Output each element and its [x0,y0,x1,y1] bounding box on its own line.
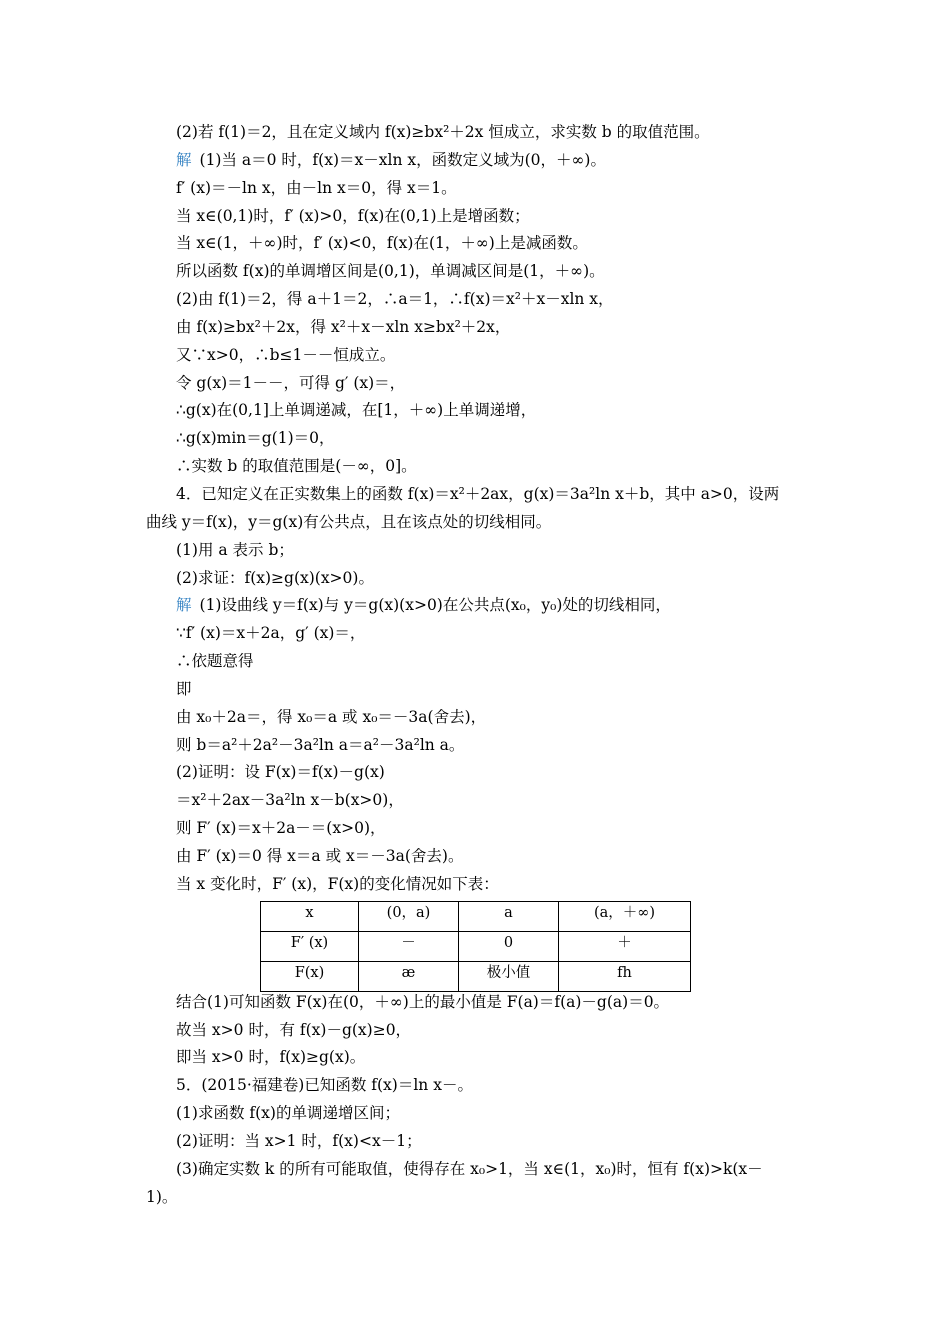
variation-table [260,901,691,992]
table-cell: fh [559,962,691,992]
table-cell: F(x) [261,962,359,992]
problem-4-title: 4．已知定义在正实数集上的函数 f(x)＝x²＋2ax，g(x)＝3a²ln x＋b，其中 a>0，设两 [176,485,780,503]
text-line: 故当 x>0 时，有 f(x)－g(x)≥0， [176,1021,412,1039]
text-line: ∴实数 b 的取值范围是(－∞，0]。 [176,457,417,475]
text-line: f′ (x)＝－ln x，由－ln x＝0，得 x＝1。 [176,179,457,197]
text-line: ∴g(x)在(0,1]上单调递减，在[1，＋∞)上单调递增， [176,401,537,419]
text-line: 所以函数 f(x)的单调增区间是(0,1)，单调减区间是(1，＋∞)。 [176,262,605,280]
table-cell: ＋ [559,932,691,962]
table-row [261,932,691,962]
text-line: ＝x²＋2ax－3a²ln x－b(x>0)， [176,791,404,809]
solution-label: 解 [176,151,192,169]
text-line: 则 b＝a²＋2a²－3a²ln a＝a²－3a²ln a。 [176,736,465,754]
text-line: 当 x∈(0,1)时，f′ (x)>0，f(x)在(0,1)上是增函数； [176,207,530,225]
text-line: 则 F′ (x)＝x＋2a－＝(x>0)， [176,819,386,837]
table-row [261,962,691,992]
text-line: ∴依题意得 [176,652,254,670]
text-line: 曲线 y＝f(x)，y＝g(x)有公共点，且在该点处的切线相同。 [146,513,552,531]
text-line: 即 [176,680,192,698]
text-line: 1)。 [146,1188,178,1206]
text-line: 当 x 变化时，F′ (x)，F(x)的变化情况如下表： [176,875,499,893]
text-line: (2)若 f(1)＝2，且在定义域内 f(x)≥bx²＋2x 恒成立，求实数 b 的取值范围。 [176,123,710,141]
table-cell: æ [359,962,459,992]
text-line: (1)求函数 f(x)的单调递增区间； [176,1104,400,1122]
text-line: 又∵x>0，∴b≤1－－恒成立。 [176,346,396,364]
text-line: 由 f(x)≥bx²＋2x，得 x²＋x－xln x≥bx²＋2x， [176,318,511,336]
text-line: ∴g(x)min＝g(1)＝0， [176,429,335,447]
table-cell: (0，a) [359,902,459,932]
table-cell: a [459,902,559,932]
table-cell: (a，＋∞) [559,902,691,932]
text-line: (2)证明：设 F(x)＝f(x)－g(x) [176,763,385,781]
solution-label: 解 [176,596,192,614]
text-line: 结合(1)可知函数 F(x)在(0，＋∞)上的最小值是 F(a)＝f(a)－g(a)＝0。 [176,993,670,1011]
table-cell: x [261,902,359,932]
text-line: (1)用 a 表示 b； [176,541,294,559]
table-cell: F′ (x) [261,932,359,962]
text-line: ∵f′ (x)＝x＋2a，g′ (x)＝， [176,624,366,642]
table-cell: 0 [459,932,559,962]
text-line: (3)确定实数 k 的所有可能取值，使得存在 x₀>1，当 x∈(1，x₀)时，恒有 f(x)>k(x－ [176,1160,763,1178]
solution-line: 解 (1)设曲线 y＝f(x)与 y＝g(x)(x>0)在公共点(x₀，y₀)处的切线相同， [176,596,671,614]
text-line: (2)证明：当 x>1 时，f(x)<x－1； [176,1132,422,1150]
solution-line: 解 (1)当 a＝0 时，f(x)＝x－xln x，函数定义域为(0，＋∞)。 [176,151,606,169]
text-line: (2)由 f(1)＝2，得 a＋1＝2，∴a＝1，∴f(x)＝x²＋x－xln x， [176,290,614,308]
text-line: 由 F′ (x)＝0 得 x＝a 或 x＝－3a(舍去)。 [176,847,464,865]
table-row [261,902,691,932]
problem-5-title: 5．(2015·福建卷)已知函数 f(x)＝ln x－。 [176,1076,473,1094]
text-line: 当 x∈(1，＋∞)时，f′ (x)<0，f(x)在(1，＋∞)上是减函数。 [176,234,588,252]
text-line: (2)求证：f(x)≥g(x)(x>0)。 [176,569,374,587]
text-line: 即当 x>0 时，f(x)≥g(x)。 [176,1048,366,1066]
text-line: 令 g(x)＝1－－，可得 g′ (x)＝， [176,374,406,392]
table-cell: 极小值 [459,962,559,992]
table-cell: － [359,932,459,962]
text-line: 由 x₀＋2a＝，得 x₀＝a 或 x₀＝－3a(舍去)， [176,708,487,726]
